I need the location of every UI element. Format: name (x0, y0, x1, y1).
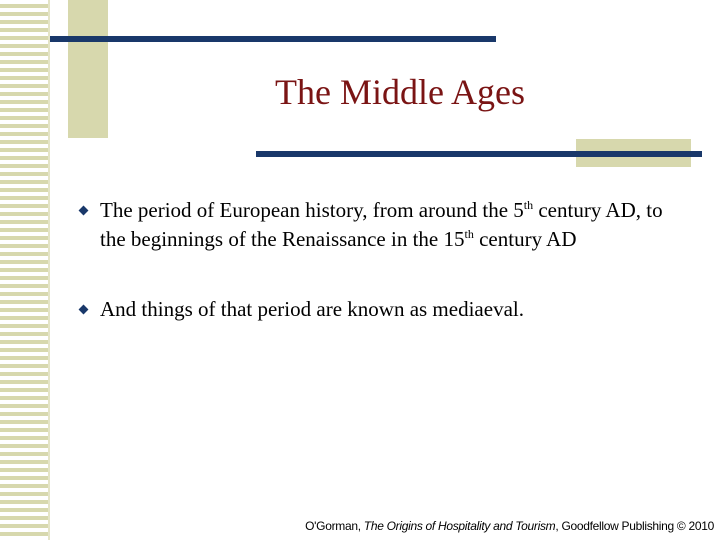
bullet-text: And things of that period are known as mediaeval. (100, 297, 524, 321)
left-striped-border (0, 0, 50, 540)
bullet-item-mediaeval (78, 295, 688, 324)
bullet-text-part: century AD, to the beginnings of the Renaissance in the 15 (100, 198, 663, 251)
footer-book-title: The Origins of Hospitality and Tourism (363, 519, 556, 533)
title-decoration-line-bottom (256, 151, 702, 157)
slide-title: The Middle Ages (275, 72, 525, 112)
diamond-bullet-icon (79, 206, 89, 216)
footer-publisher: , Goodfellow Publishing © 2010 (555, 519, 714, 533)
bullet-item-period (78, 196, 688, 254)
footer-author: O'Gorman, (305, 519, 364, 533)
bullet-list (78, 196, 688, 365)
footer-citation (305, 519, 714, 533)
diamond-bullet-icon (79, 305, 89, 315)
ordinal-suffix: th (523, 198, 534, 212)
bullet-text-part: The period of European history, from around the 5 (100, 198, 524, 222)
title-decoration-block-left (68, 0, 108, 138)
title-decoration-line-top (50, 36, 496, 42)
bullet-text-part: century AD (473, 227, 577, 251)
ordinal-suffix: th (464, 227, 474, 241)
